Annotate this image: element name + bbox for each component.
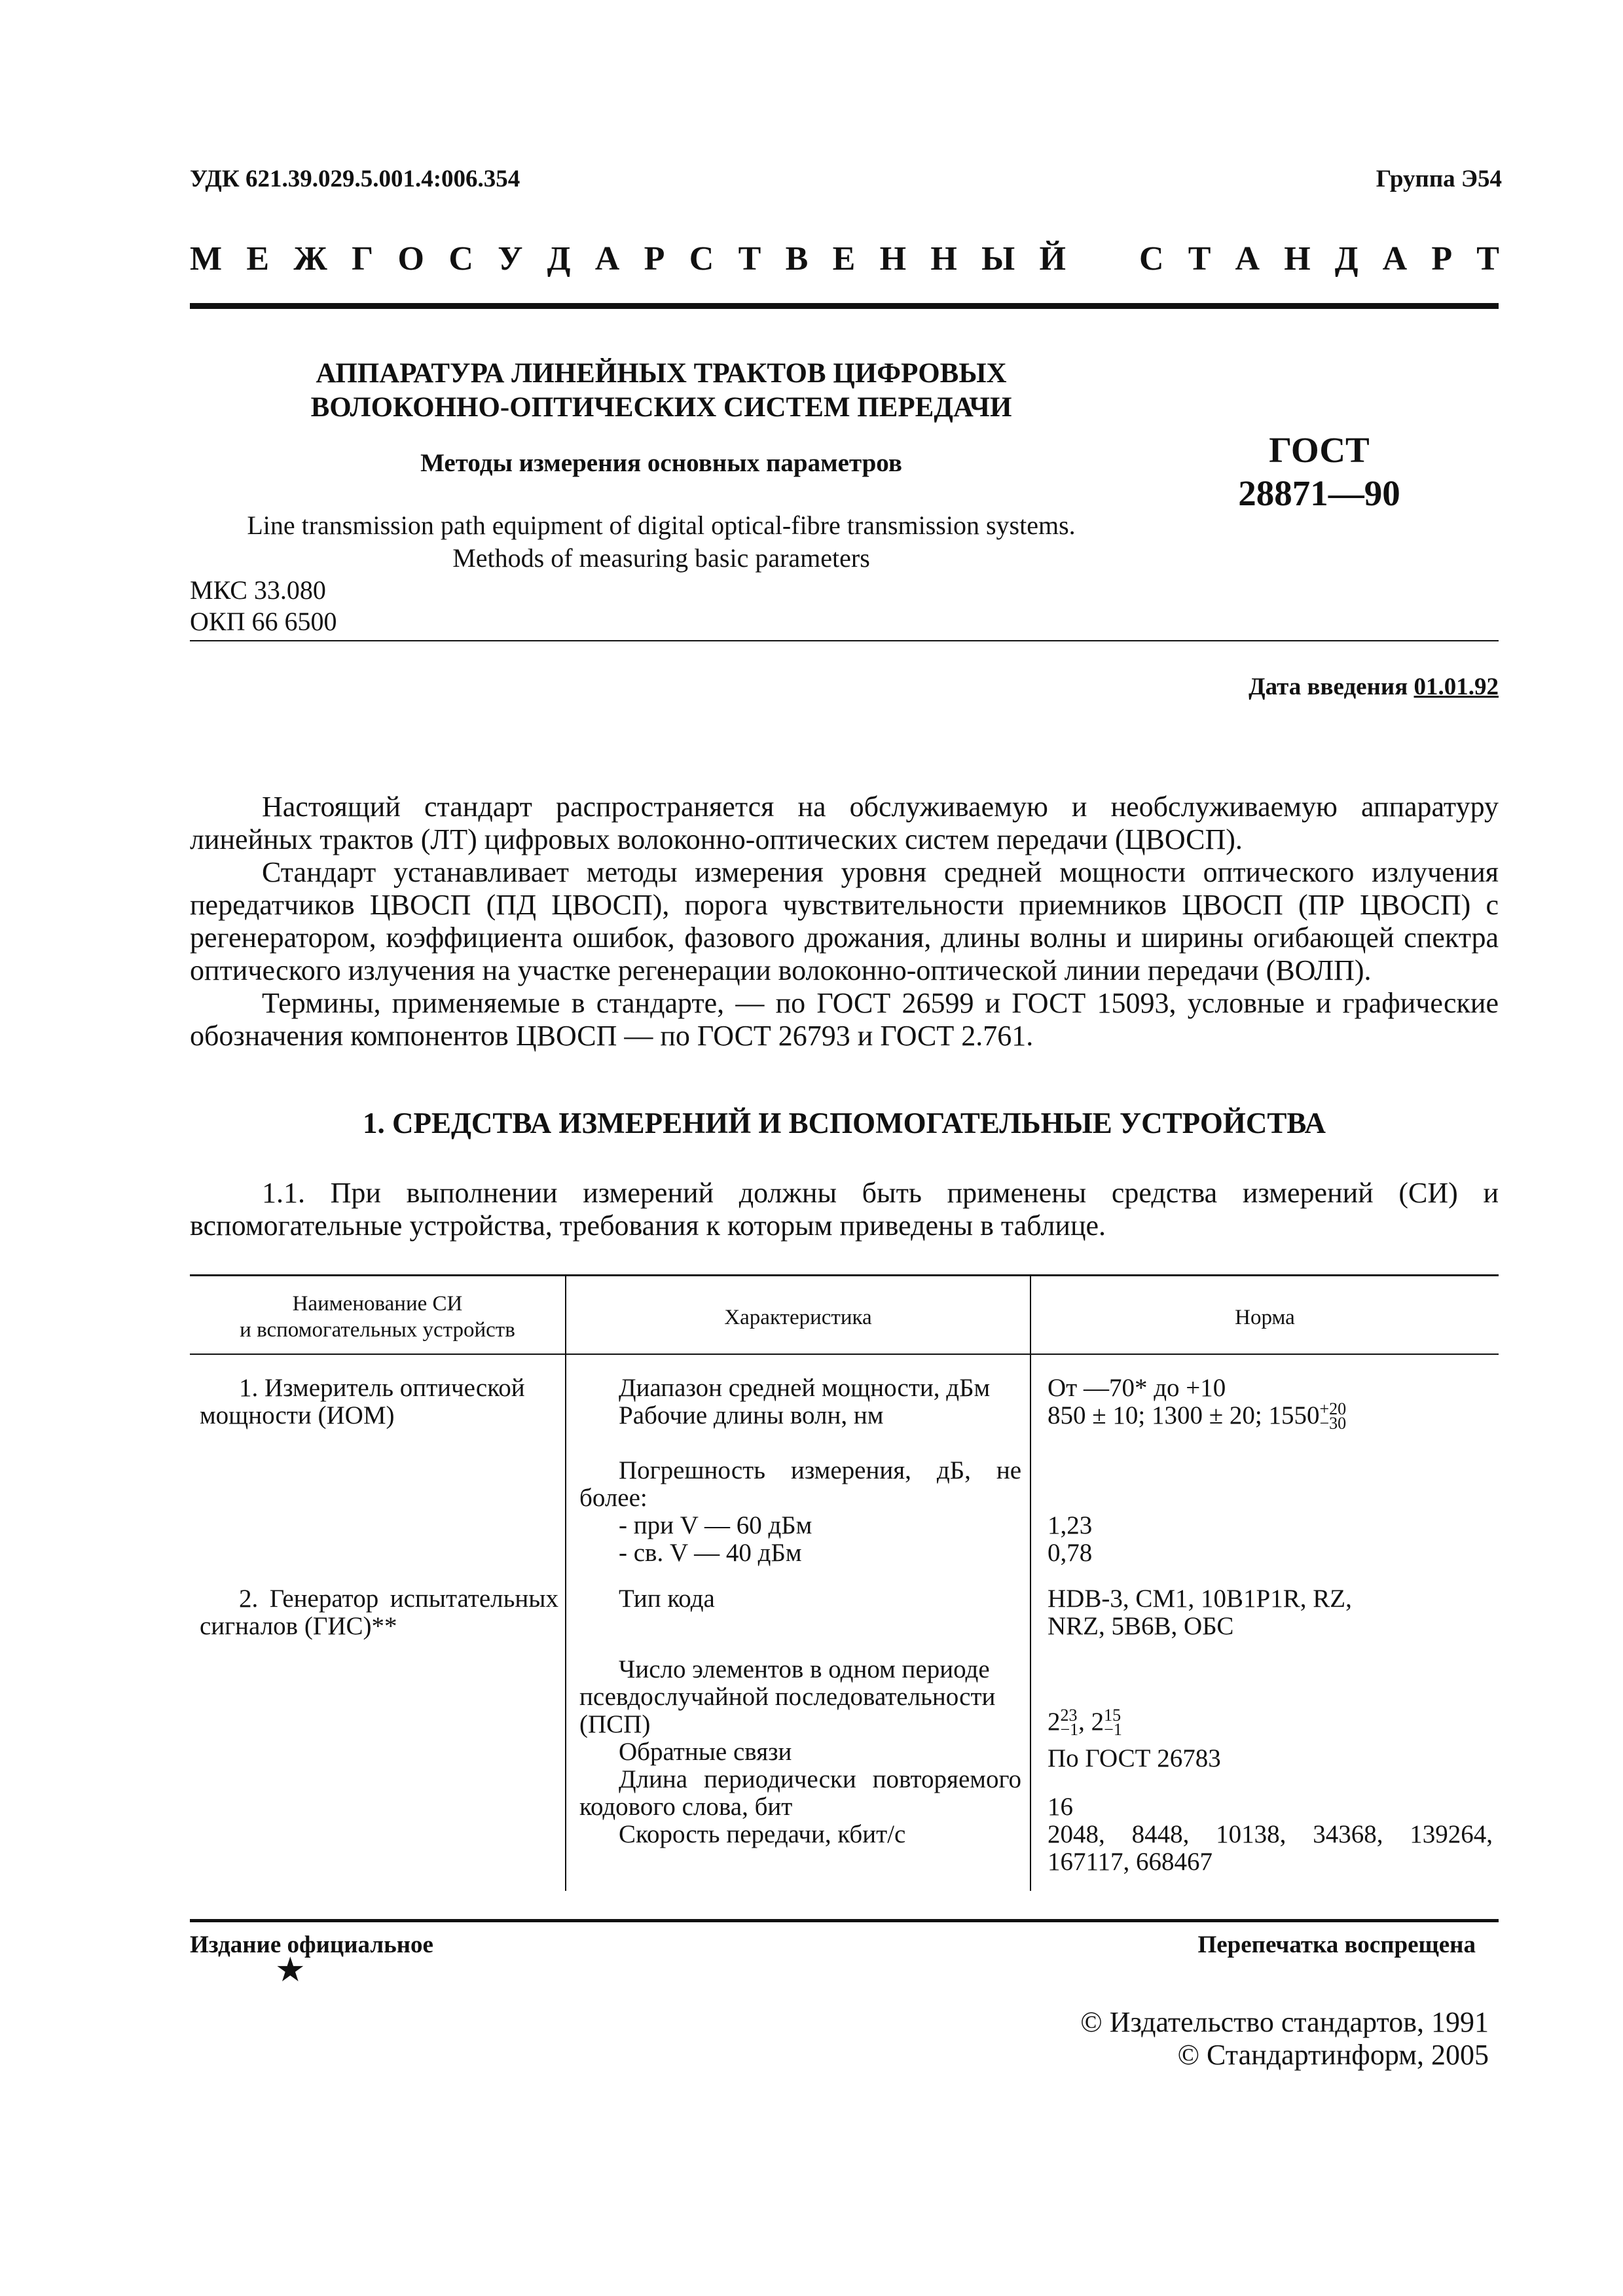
table-header-name [190,1291,565,1343]
norm-wavelength-plus: +20 [1319,1399,1347,1418]
row2-norm-code: HDB-3, CM1, 10B1P1R, RZ, NRZ, 5B6B, ОБС [1048,1585,1352,1640]
banner-word-standard [1139,240,1499,278]
row1-char-power: Диапазон средней мощности, дБм [619,1374,991,1402]
norm-elements-exp-b: 15 [1104,1706,1122,1725]
row1-name: 1. Измеритель оптической мощности (ИОМ) [200,1374,525,1429]
row2-char-word: Длина периодически повторяемого кодового слова, бит [579,1765,1021,1821]
banner-letter: С [689,240,714,278]
title-line-2: ВОЛОКОННО-ОПТИЧЕСКИХ СИСТЕМ ПЕРЕДАЧИ [310,392,1012,423]
norm-elements-base-a: 2 [1048,1708,1061,1736]
norm-elements-minus-b: −1 [1104,1720,1122,1739]
paragraph-scope: Настоящий стандарт распространяется на обслуживаемую и необслуживаемую аппаратуру линейных трактов (ЛТ) цифровых волоконно-оптических систем передачи (ЦВОСП). [190,791,1499,855]
header-name-line-1: Наименование СИ [292,1292,463,1316]
english-title-line-1: Line transmission path equipment of digital optical-fibre transmission systems. [247,511,1076,540]
header-name-line-2: и вспомогательных устройств [240,1318,515,1342]
norm-wavelength-minus: −30 [1319,1414,1347,1433]
banner-letter: В [785,240,809,278]
section-heading-1: 1. СРЕДСТВА ИЗМЕРЕНИЙ И ВСПОМОГАТЕЛЬНЫЕ УСТРОЙСТВА [362,1107,1326,1139]
row2-name: 2. Генератор испытательных сигналов (ГИС)** [200,1585,558,1640]
title-rule [190,640,1499,641]
row2-char-elements: Число элементов в одном периоде псевдослучайной последовательности (ПСП) [579,1655,996,1738]
banner-letter: Е [832,240,856,278]
header-rule [190,303,1499,309]
table-header-rule [190,1354,1499,1355]
reprint-prohibited: Перепечатка воспрещена [1197,1931,1476,1958]
row1-char-wavelength: Рабочие длины волн, нм [619,1401,884,1429]
banner-letter: Н [1284,240,1311,278]
banner-letter: Й [1039,240,1066,278]
paragraph-terms: Термины, применяемые в стандарте, — по ГОСТ 26599 и ГОСТ 15093, условные и графические обозначения компонентов ЦВОСП — по ГОСТ 26793 и ГОСТ 2.761. [190,987,1499,1052]
copyright-line-1: © Издательство стандартов, 1991 [1080,2006,1489,2038]
banner-word-interstate [190,240,1066,278]
row2-char-rate: Скорость передачи, кбит/с [619,1820,906,1848]
banner-letter: У [498,240,523,278]
banner-letter: Д [547,240,571,278]
banner-letter: Т [1188,240,1211,278]
intro-date-label: Дата введения [1249,673,1408,700]
footer-rule [190,1919,1499,1922]
banner-letter: С [1139,240,1164,278]
row1-norm-sub2: 0,78 [1048,1539,1093,1567]
classification-codes [190,575,337,637]
paragraph-methods: Стандарт устанавливает методы измерения уровня средней мощности оптического излучения передатчиков ЦВОСП (ПД ЦВОСП), порога чувствительности приемников ЦВОСП (ПР ЦВОСП) с регенератором, коэффициента ошибок, фазового дрожания, длины волны и ширины огибающей спектра оптического излучения на участке регенерации волоконно-оптической линии передачи (ВОЛП). [190,856,1499,986]
row2-norm-feedback: По ГОСТ 26783 [1048,1744,1221,1772]
banner-letter: Ж [293,240,327,278]
star-icon: ★ [275,1952,306,1989]
document-subtitle: Методы измерения основных параметров [420,449,902,477]
banner-letter: Т [1476,240,1499,278]
banner-letter: Г [352,240,374,278]
english-title-line-2: Methods of measuring basic parameters [452,543,870,573]
document-title [196,357,1126,425]
norm-elements-base-b: 2 [1091,1708,1104,1736]
table-column-divider [565,1274,566,1891]
norm-elements-minus-a: −1 [1060,1720,1079,1739]
copyright [1080,2006,1489,2072]
table-column-divider [1030,1274,1031,1891]
paragraph-1-1: 1.1. При выполнении измерений должны быть применены средства измерений (СИ) и вспомогательные устройства, требования к которым приведены в таблице. [190,1177,1499,1242]
norm-elements-exp-a: 23 [1060,1706,1078,1725]
banner-letter: А [1382,240,1408,278]
row1-char-error: Погрешность измерения, дБ, не более: [579,1456,1021,1512]
banner-letter: Н [879,240,907,278]
banner-letter: М [190,240,223,278]
row1-char-sub1: - при V — 60 дБм [619,1511,812,1539]
banner-letter: С [448,240,473,278]
banner-letter: Е [246,240,270,278]
norm-elements-separator: , [1078,1708,1091,1736]
gost-label: ГОСТ [1269,430,1370,470]
norm-wavelength-base: 850 ± 10; 1300 ± 20; 1550 [1048,1401,1320,1429]
table-top-rule [190,1274,1499,1276]
banner-letter: Р [1431,240,1453,278]
intro-date-value: 01.01.92 [1413,673,1499,700]
row1-norm-sub1: 1,23 [1048,1511,1093,1539]
gost-designation [1211,429,1427,515]
banner-letter: А [1235,240,1260,278]
row1-char-sub2: - св. V — 40 дБм [619,1539,802,1567]
gost-number: 28871—90 [1238,473,1400,513]
row2-norm-word: 16 [1048,1793,1073,1821]
copyright-line-2: © Стандартинформ, 2005 [1177,2039,1489,2071]
row1-norm-wavelength [1048,1399,1493,1433]
row2-char-feedback: Обратные связи [619,1738,792,1766]
title-line-1: АППАРАТУРА ЛИНЕЙНЫХ ТРАКТОВ ЦИФРОВЫХ [316,358,1007,389]
english-title [196,509,1126,575]
banner-letter: О [397,240,424,278]
row1-norm-power: От —70* до +10 [1048,1374,1226,1402]
banner-letter: А [594,240,620,278]
table-header-characteristic: Характеристика [724,1306,872,1329]
banner-letter: Т [738,240,761,278]
udk-code: УДК 621.39.029.5.001.4:006.354 [190,166,520,192]
table-header-norm: Норма [1235,1306,1295,1329]
introduction-text [190,791,1499,1052]
row2-norm-elements [1048,1708,1493,1737]
official-edition: Издание официальное [190,1931,433,1958]
group-code: Группа Э54 [1376,166,1502,192]
row2-char-code: Тип кода [619,1585,715,1613]
banner-letter: Н [930,240,957,278]
row2-norm-rate: 2048, 8448, 10138, 34368, 139264, 167117, 668467 [1048,1820,1493,1876]
mks-code: МКС 33.080 [190,575,326,605]
banner-letter: Р [644,240,665,278]
introduction-date [1249,673,1499,701]
okp-code: ОКП 66 6500 [190,607,337,636]
standard-banner [190,240,1499,278]
banner-letter: Д [1334,240,1359,278]
banner-letter: Ы [981,240,1015,278]
